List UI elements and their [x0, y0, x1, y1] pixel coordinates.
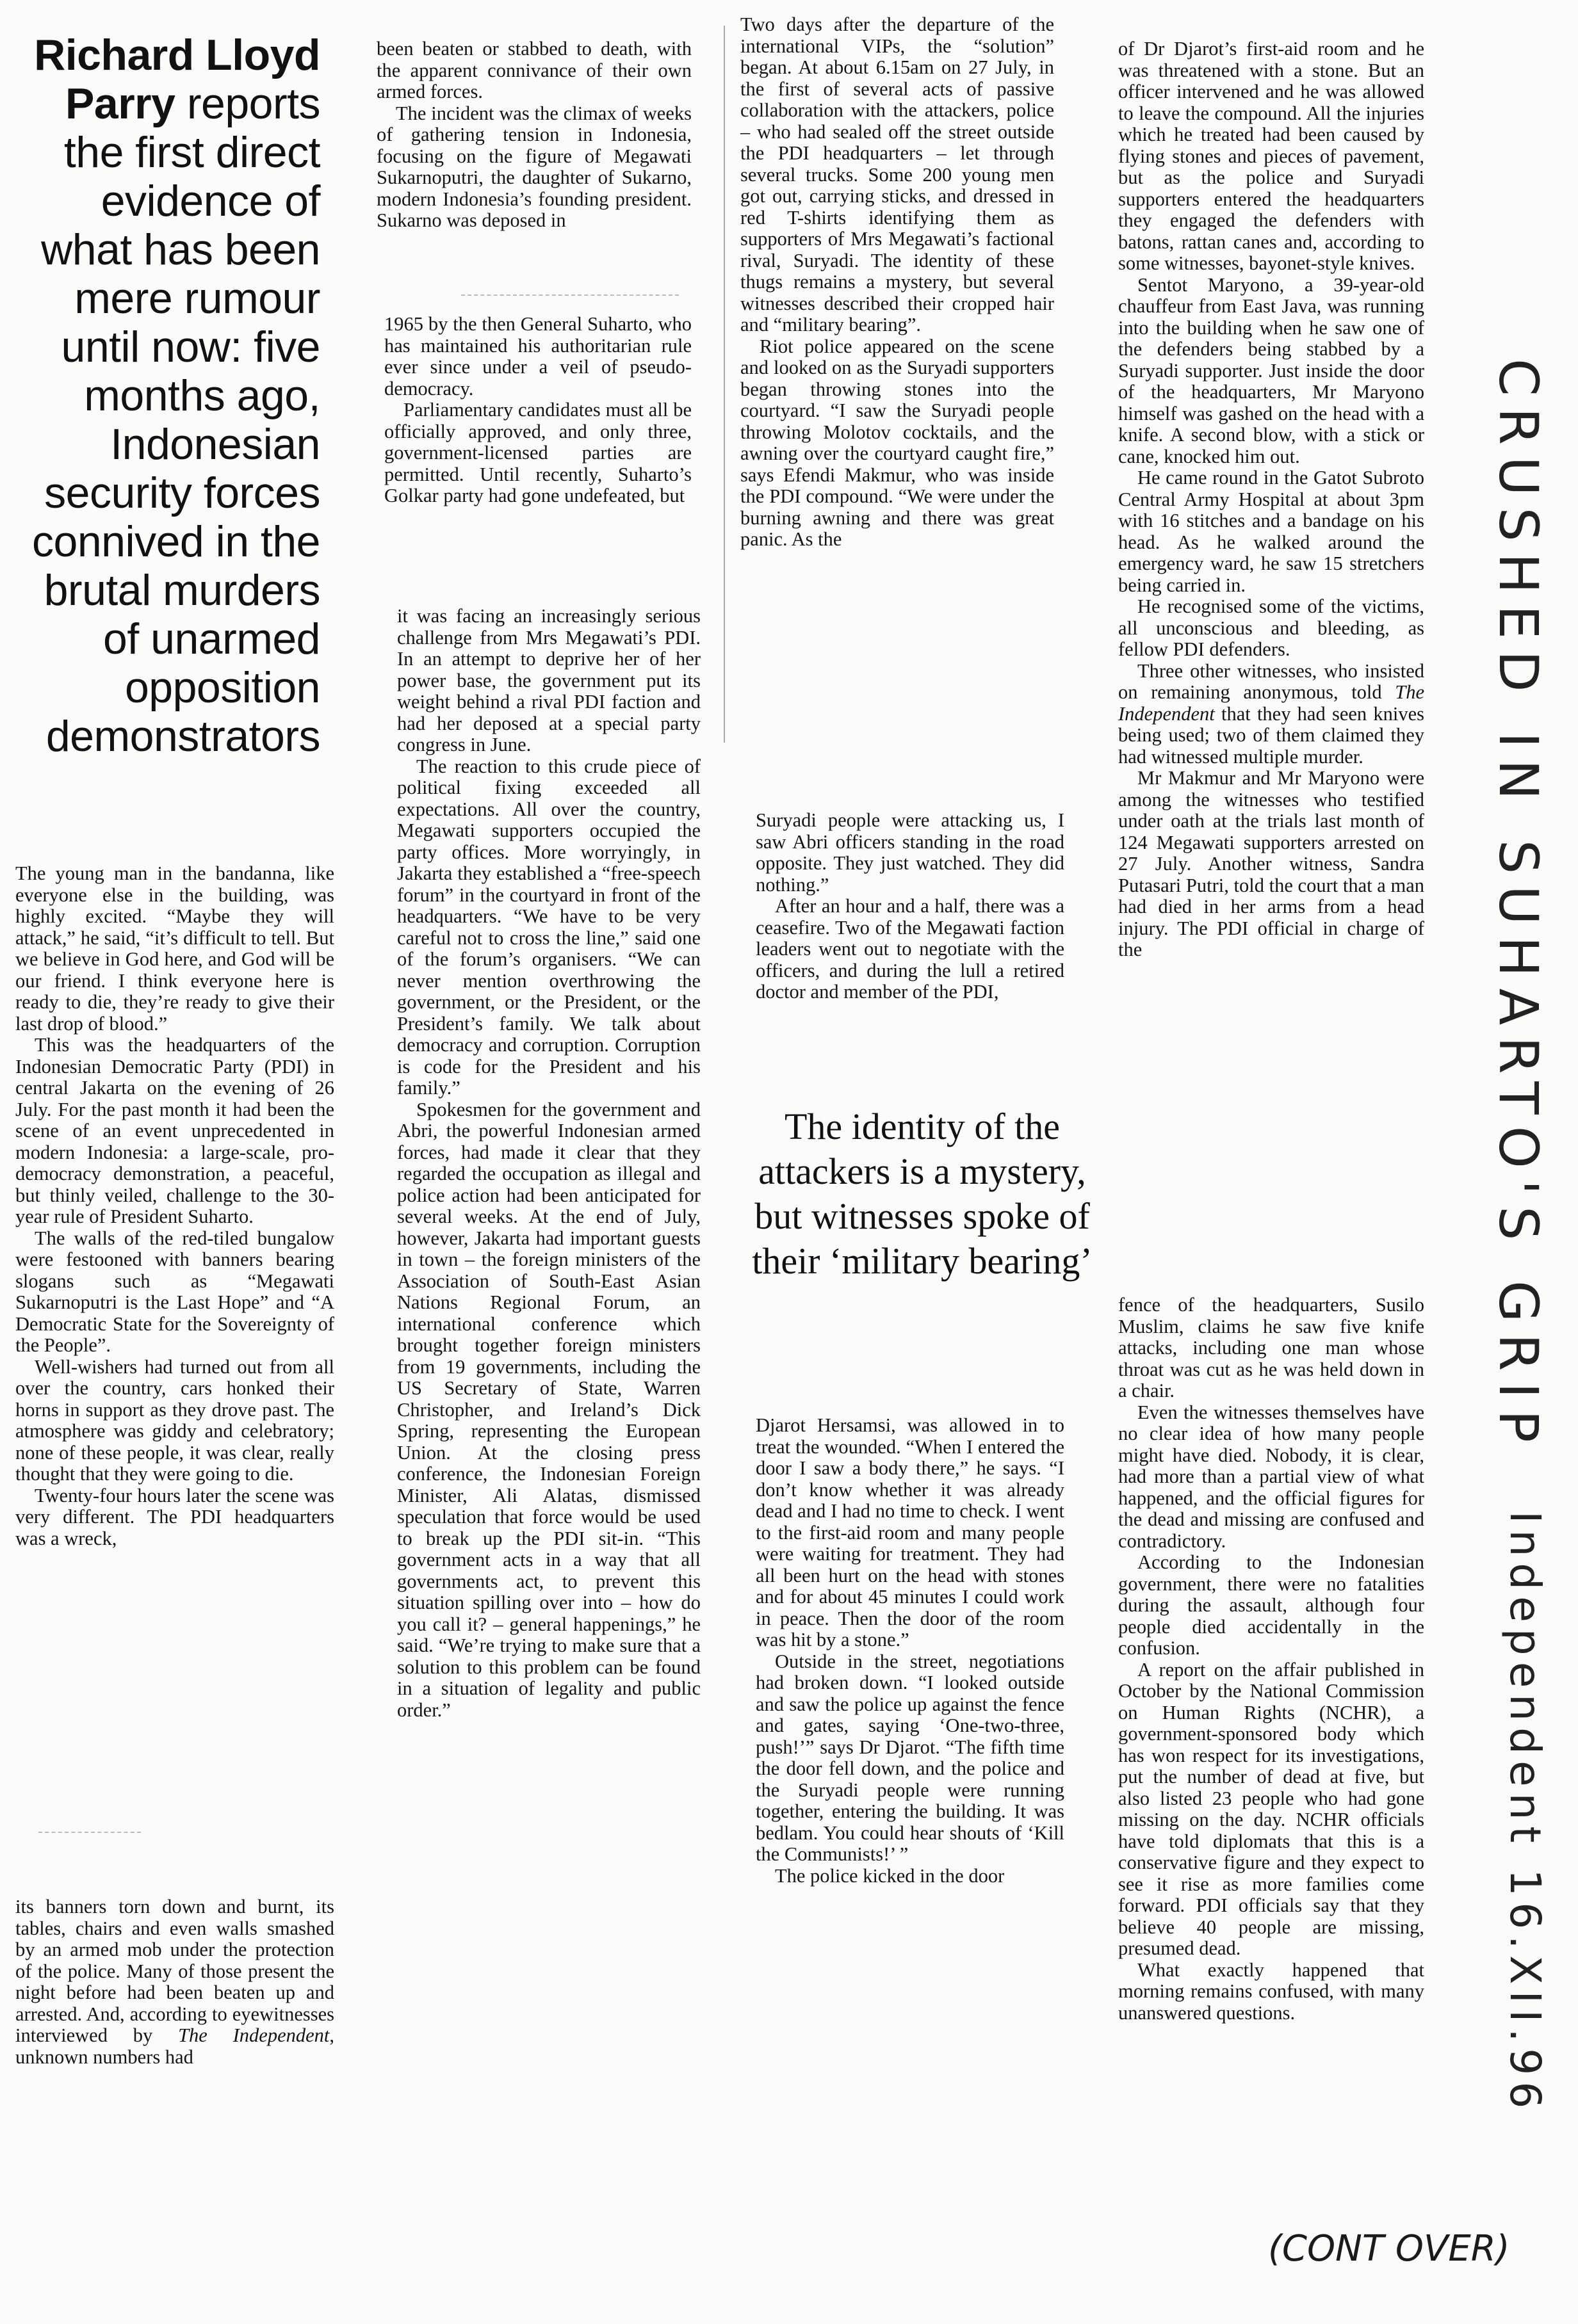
publication-name: The Independent [178, 2024, 330, 2046]
article-column-1 [15, 863, 334, 1549]
paragraph: Djarot Hersamsi, was allowed in to treat the wounded. “When I entered the door I saw a body there,” he says. “I don’t know whether it was already dead and I had no time to check. I went to the first-aid room and many people were waiting for treatment. They had all been hurt on the head with stones and for about 45 minutes I could work in peace. Then the door of the room was hit by a stone.” [756, 1414, 1064, 1650]
paragraph: Twenty-four hours later the scene was very different. The PDI headquarters was a wreck, [15, 1484, 334, 1549]
article-column-1-continued [15, 1896, 334, 2068]
headline-text: reports the first direct evidence of what has been mere rumour until now: five months ago, Indonesian security forces connived in the brutal murders of unarmed opposition demonstrators [32, 79, 320, 761]
paragraph: The police kicked in the door [775, 1864, 1005, 1887]
pull-quote: The identity of the attackers is a mystery, but witnesses spoke of their ‘military bearing’ [752, 1106, 1093, 1282]
article-column-2 [377, 38, 692, 232]
paragraph: Spokesmen for the government and Abri, the powerful Indonesian armed forces, had made it clear that they regarded the occupation as illegal and police action had been anticipated for several weeks. At the end of July, however, Jakarta had important guests in town – the foreign ministers of the Association of South-East Asian Nations Regional Forum, an international conference which brought together foreign ministers from 19 governments, including the US Secretary of State, Warren Christopher, and Ireland’s Dick Spring, representing the European Union. At the closing press conference, the Indonesian Foreign Minister, Ali Alatas, dismissed speculation that force would be used to break up the PDI sit-in. “This government acts in a way that all governments act, to prevent this situation spilling over into – how do you call it? – general happenings,” he said. “We’re trying to make sure that a solution to this problem can be found in a situation of legality and public order.” [397, 1098, 701, 1721]
paragraph: The walls of the red-tiled bungalow were festooned with banners bearing slogans such as “Megawati Sukarnoputri is the Last Hope” and “A Democratic State for the Sovereignty of the People”. [15, 1227, 334, 1356]
paragraph: Well-wishers had turned out from all over the country, cars honked their horns in support as they drove past. The atmosphere was giddy and celebratory; none of these people, it was clear, really thought that they were going to die. [15, 1355, 334, 1485]
paragraph: A report on the affair published in October by the National Commission on Human Rights (NCHR), a government-sponsored body which has won respect for its investigations, put the number of dead at five, but also listed 23 people who had gone missing on the day. NCHR officials have told diplomats that this is a conservative figure and they expect to see it rise as more families come forward. PDI officials say that they believe 40 people are missing, presumed dead. [1118, 1658, 1424, 1959]
column-divider [461, 295, 679, 296]
text-run: that they had seen knives being used; two of them claimed they had witnessed multiple murder. [1118, 702, 1425, 768]
paragraph: Riot police appeared on the scene and looked on as the Suryadi supporters began throwing stones into the courtyard. “I saw the Suryadi people throwing Molotov cocktails, and the awning over the courtyard caught fire,” says Efendi Makmur, who was inside the PDI compound. “We were under the burning awning and there was great panic. As the [740, 335, 1054, 550]
paragraph: This was the headquarters of the Indonesian Democratic Party (PDI) in central Jakarta on the evening of 26 July. For the past month it had been the scene of an event unprecedented in modern Indonesia: a large-scale, pro-democracy demonstration, a peaceful, but thinly veiled, challenge to the 30-year rule of President Suharto. [15, 1034, 334, 1227]
paragraph: of Dr Djarot’s first-aid room and he was threatened with a stone. But an officer intervened and he was allowed to leave the compound. All the injuries which he treated had been caused by flying stones and pieces of pavement, but as the police and Suryadi supporters entered the headquarters they engaged the defenders with batons, rattan canes and, according to some witnesses, bayonet-style knives. [1118, 38, 1424, 274]
article-column-3-b [756, 810, 1064, 1003]
article-column-2-c [397, 606, 701, 1721]
article-column-4-b [1118, 1295, 1424, 2024]
paragraph: After an hour and a half, there was a ceasefire. Two of the Megawati faction leaders went out to negotiate with the officers, and during the lull a retired doctor and member of the PDI, [756, 895, 1064, 1003]
handwritten-title: CRUSHED IN SUHARTO'S GRIP [1487, 359, 1550, 1454]
publication-name: The Independent [1118, 681, 1425, 725]
paragraph: Outside in the street, negotiations had broken down. “I looked outside and saw the police up against the fence and gates, saying ‘One-two-three, push!’” says Dr Djarot. “The fifth time the door fell down, and the police and the Suryadi people were running together, entering the building. It was bedlam. You could hear shouts of ‘Kill the Communists!’ ” [756, 1650, 1064, 1865]
article-column-3 [740, 14, 1054, 551]
paragraph [15, 1896, 334, 2068]
paragraph: fence of the headquarters, Susilo Muslim, claims he saw five knife attacks, including one man whose throat was cut as he was held down in a chair. [1118, 1294, 1424, 1401]
article-column-3-c [756, 1415, 1064, 1887]
headline [13, 31, 320, 761]
paragraph: What exactly happened that morning remains confused, with many unanswered questions. [1118, 1958, 1424, 2024]
paragraph: Mr Makmur and Mr Maryono were among the witnesses who testified under oath at the trials last month of 124 Megawati supporters arrested on 27 July. Another witness, Sandra Putasari Putri, told the court that a man had died in her arms from a head injury. The PDI official in charge of the [1118, 767, 1424, 960]
paragraph: been beaten or stabbed to death, with the apparent connivance of their own armed forces. [377, 38, 692, 102]
paragraph: He came round in the Gatot Subroto Central Army Hospital at about 3pm with 16 stitches and a bandage on his head. As he walked around the emergency ward, he saw 15 stretchers being carried in. [1118, 467, 1424, 596]
text-run: its banners torn down and burnt, its tables, chairs and even walls smashed by an armed mob under the protection of the police. Many of those present the night before had been beaten up and arrested. And, according to eyewitnesses interviewed by [15, 1896, 334, 2046]
paragraph: it was facing an increasingly serious challenge from Mrs Megawati’s PDI. In an attempt to deprive her of her power base, the government put its weight behind a rival PDI faction and had her deposed at a special party congress in June. [397, 605, 701, 755]
paragraph: Parliamentary candidates must all be officially approved, and only three, government-licensed parties are permitted. Until recently, Suharto’s Golkar party had gone undefeated, but [384, 399, 692, 506]
paragraph: Two days after the departure of the international VIPs, the “solution” began. At about 6.15am on 27 July, in the first of several acts of passive collaboration with the attackers, police – who had sealed off the street outside the PDI headquarters – let through several trucks. Some 200 young men got out, carrying sticks, and dressed in red T-shirts identifying them as supporters of Mrs Megawati’s factional rival, Suryadi. The identity of these thugs remains a mystery, but several witnesses described their cropped hair and “military bearing”. [740, 13, 1054, 335]
paragraph: He recognised some of the victims, all unconscious and bleeding, as fellow PDI defenders. [1118, 595, 1424, 660]
column-divider [38, 1832, 141, 1833]
paragraph: Sentot Maryono, a 39-year-old chauffeur from East Java, was running into the building when he saw one of the defenders being stabbed by a Suryadi supporter. Just inside the door of the headquarters, Mr Maryono himself was gashed on the head with a knife. A second blow, with a stick or cane, knocked him out. [1118, 273, 1424, 467]
text-run: Three other witnesses, who insisted on remaining anonymous, told [1118, 659, 1424, 703]
article-column-2-b [384, 314, 692, 507]
paragraph: The incident was the climax of weeks of gathering tension in Indonesia, focusing on the figure of Megawati Sukarnoputri, the daughter of Sukarno, modern Indonesia’s founding president. Sukarno was deposed in [377, 102, 692, 231]
byline: Richard Lloyd Parry [34, 31, 320, 128]
paragraph [1118, 661, 1424, 768]
handwritten-continued-note: (CONT OVER) [1268, 2228, 1510, 2270]
text-run: , unknown numbers had [15, 2024, 335, 2068]
article-column-4 [1118, 38, 1424, 961]
paragraph: Even the witnesses themselves have no clear idea of how many people might have died. Nobody, it is clear, had more than a partial view of what happened, and the official figures for the dead and missing are confused and contradictory. [1118, 1401, 1424, 1552]
handwritten-source: Independent 16.XII.96 [1501, 1511, 1550, 2115]
column-divider [724, 26, 725, 743]
paragraph: According to the Indonesian government, there were no fatalities during the assault, although four people died accidentally in the confusion. [1118, 1551, 1424, 1659]
paragraph: The young man in the bandanna, like everyone else in the building, was highly excited. “Maybe they will attack,” he said, “it’s difficult to tell. But we believe in God here, and God will be our friend. I think everyone here is ready to die, they’re ready to give their last drop of blood.” [15, 862, 334, 1035]
paragraph: 1965 by the then General Suharto, who has maintained his authoritarian rule ever since under a veil of pseudo-democracy. [384, 313, 692, 399]
paragraph: Suryadi people were attacking us, I saw Abri officers standing in the road opposite. They just watched. They did nothing.” [756, 809, 1064, 896]
paragraph: The reaction to this crude piece of political fixing exceeded all expectations. All over the country, Megawati supporters occupied the party offices. More worryingly, in Jakarta they established a “free-speech forum” in the courtyard in front of the headquarters. “We have to be very careful not to cross the line,” said one of the forum’s organisers. “We can never mention overthrowing the government, or the President, or the President’s family. We talk about democracy and corruption. Corruption is code for the President and his family.” [397, 755, 701, 1099]
